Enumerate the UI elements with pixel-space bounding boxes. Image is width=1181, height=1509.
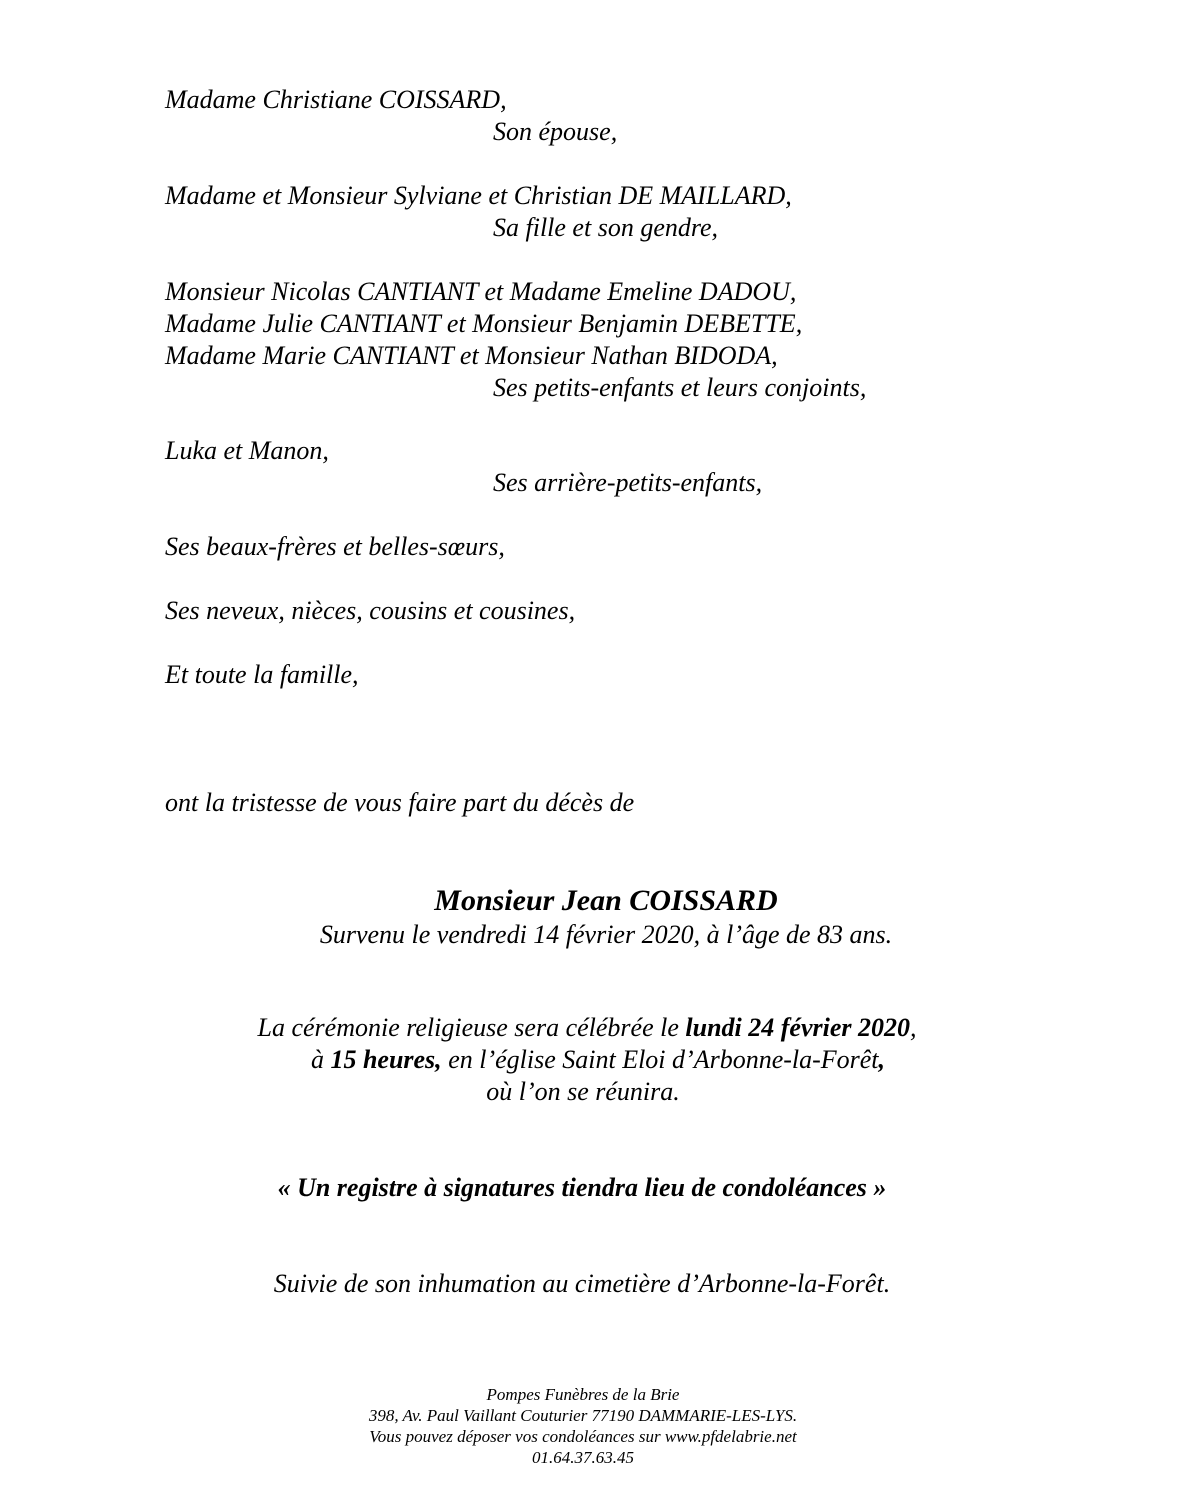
ceremony-text: La cérémonie religieuse sera célébrée le [257, 1013, 686, 1042]
great-grandchildren-relation: Ses arrière-petits-enfants, [493, 468, 763, 497]
ceremony-line-3: où l’on se réunira. [486, 1077, 680, 1106]
daughter-relation: Sa fille et son gendre, [493, 213, 719, 242]
ceremony-time: 15 heures, [330, 1045, 442, 1074]
grandchild-line: Monsieur Nicolas CANTIANT et Madame Emeline DADOU, [165, 277, 797, 306]
condolences-website: Vous pouvez déposer vos condoléances sur www.pfdelabrie.net [369, 1427, 797, 1446]
ceremony-text: à [310, 1045, 331, 1074]
ceremony-place: en l’église Saint Eloi d’Arbonne-la-Forêt [441, 1045, 879, 1074]
daughter-name: Madame et Monsieur Sylviane et Christian DE MAILLARD, [165, 181, 792, 210]
grandchild-line: Madame Marie CANTIANT et Monsieur Nathan BIDODA, [165, 341, 778, 370]
announcement-text: ont la tristesse de vous faire part du décès de [165, 788, 635, 817]
ceremony-date: lundi 24 février 2020 [685, 1013, 910, 1042]
nephews-nieces: Ses neveux, nièces, cousins et cousines, [165, 596, 576, 625]
ceremony-line-2 [0, 1045, 1181, 1075]
whole-family: Et toute la famille, [165, 660, 359, 689]
spouse-relation: Son épouse, [493, 117, 618, 146]
death-info: Survenu le vendredi 14 février 2020, à l’âge de 83 ans. [319, 920, 893, 949]
grandchild-line: Madame Julie CANTIANT et Monsieur Benjamin DEBETTE, [165, 309, 803, 338]
deceased-name: Monsieur Jean COISSARD [434, 884, 778, 917]
spouse-name: Madame Christiane COISSARD, [165, 85, 507, 114]
burial-info: Suivie de son inhumation au cimetière d’Arbonne-la-Forêt. [273, 1269, 891, 1298]
funeral-home-name: Pompes Funèbres de la Brie [486, 1385, 680, 1404]
ceremony-punct: , [910, 1013, 917, 1042]
in-laws: Ses beaux-frères et belles-sœurs, [165, 532, 505, 561]
registry-note: « Un registre à signatures tiendra lieu de condoléances » [277, 1173, 887, 1202]
great-grandchildren-names: Luka et Manon, [165, 436, 329, 465]
funeral-home-address: 398, Av. Paul Vaillant Couturier 77190 DAMMARIE-LES-LYS. [368, 1406, 798, 1425]
ceremony-punct: , [878, 1045, 886, 1074]
funeral-home-phone: 01.64.37.63.45 [532, 1448, 634, 1467]
grandchildren-relation: Ses petits-enfants et leurs conjoints, [493, 373, 867, 402]
ceremony-line-1 [0, 1013, 1174, 1043]
